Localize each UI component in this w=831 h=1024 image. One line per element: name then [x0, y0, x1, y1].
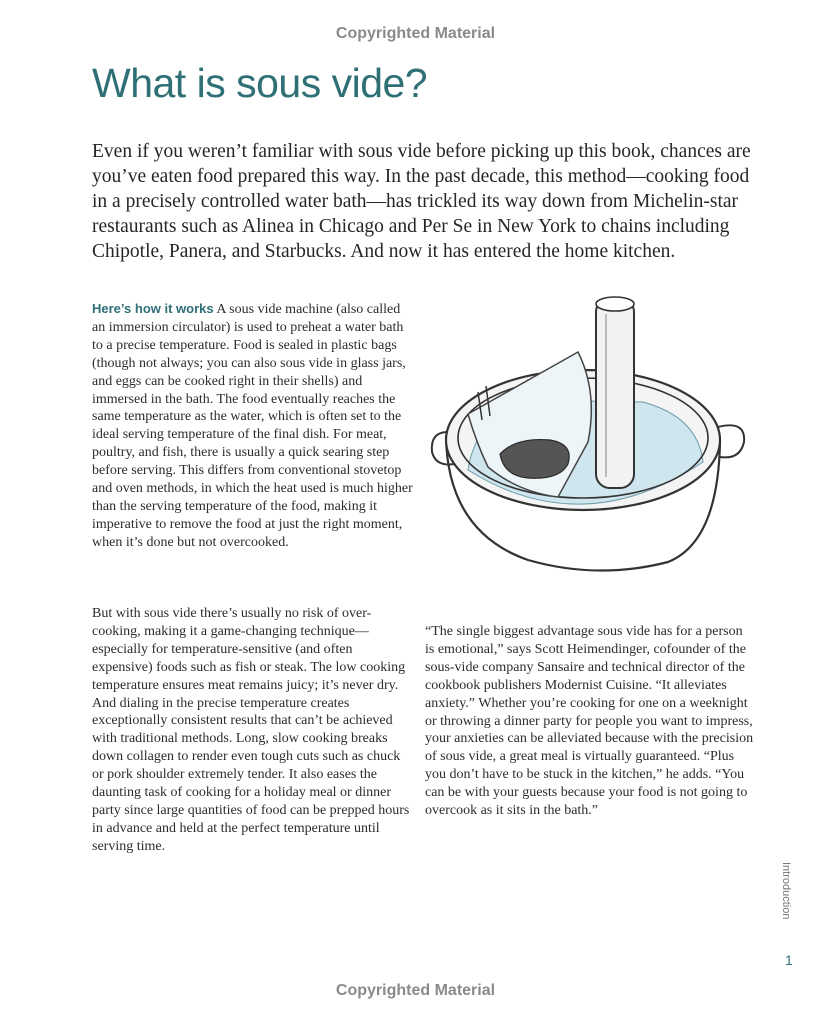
how-it-works-paragraph	[92, 300, 414, 552]
sous-vide-pot-illustration	[428, 292, 758, 597]
intro-paragraph: Even if you weren’t familiar with sous vide before picking up this book, chances are you’ve eaten food prepared this way. In the past decade, this method—cooking food in a precisely controlled water bath—has trickled its way down from Michelin-star restaurants such as Alinea in Chicago and Per Se in New York to chains including Chipotle, Panera, and Starbucks. And now it has entered the home kitchen.	[92, 141, 751, 262]
pot-drawing	[428, 292, 758, 592]
how-it-works-lead: Here’s how it works	[92, 301, 214, 316]
quote-paragraph: “The single biggest advantage sous vide has for a person is emotional,” says Scott Heimendinger, cofounder of the sous-vide company Sansaire and technical director of the cookbook publishers Modernist Cuisine. “It alleviates anxiety.” Whether you’re cooking for one on a weeknight or throwing a dinner party for people you want to impress, your anxieties can be alleviated because with the precision of sous vide, a great meal is virtually guaranteed. “Plus you don’t have to be stuck in the kitchen,” he adds. “You can be with your guests because your food is not going to overcook as it sits in the bath.”	[425, 624, 754, 819]
copyright-watermark-bottom: Copyrighted Material	[335, 982, 496, 999]
immersion-circulator	[596, 298, 634, 488]
page-number: 1	[785, 952, 793, 968]
page-title: What is sous vide?	[92, 60, 428, 106]
section-side-label: Introduction	[780, 862, 792, 920]
circulator-top	[596, 297, 634, 311]
pot-handle-right	[718, 425, 744, 457]
copyright-watermark-top: Copyrighted Material	[335, 25, 496, 42]
how-it-works-body: A sous vide machine (also called an immersion circulator) is used to preheat a water bath to a precise temperature. Food is sealed in plastic bags (though not always; you can also sous vide in glass jars, and eggs can be cooked right in their shells) and immersed in the bath. The food eventually reaches the same temperature as the water, which is often set to the ideal serving temperature of the final dish. For meat, poultry, and fish, there is usually a quick searing step before serving. This differs from conventional stovetop and oven methods, in which the heat used is much higher than the serving temperature of the food, making it imperative to remove the food at just the right moment, when it’s done but not overcooked.	[92, 302, 413, 550]
benefits-paragraph: But with sous vide there’s usually no risk of over-cooking, making it a game-changing technique—especially for temperature-sensitive (and often expensive) foods such as fish or steak. The low cooking temperature ensures meat remains juicy; it’s never dry. And dialing in the precise temperature creates exceptionally consistent results that can’t be achieved with traditional methods. Long, slow cooking breaks down collagen to render even tough cuts such as chuck or pork shoulder extremely tender. It also eases the daunting task of cooking for a holiday meal or dinner party since large quantities of food can be prepped hours in advance and held at the perfect temperature until serving time.	[92, 606, 410, 854]
